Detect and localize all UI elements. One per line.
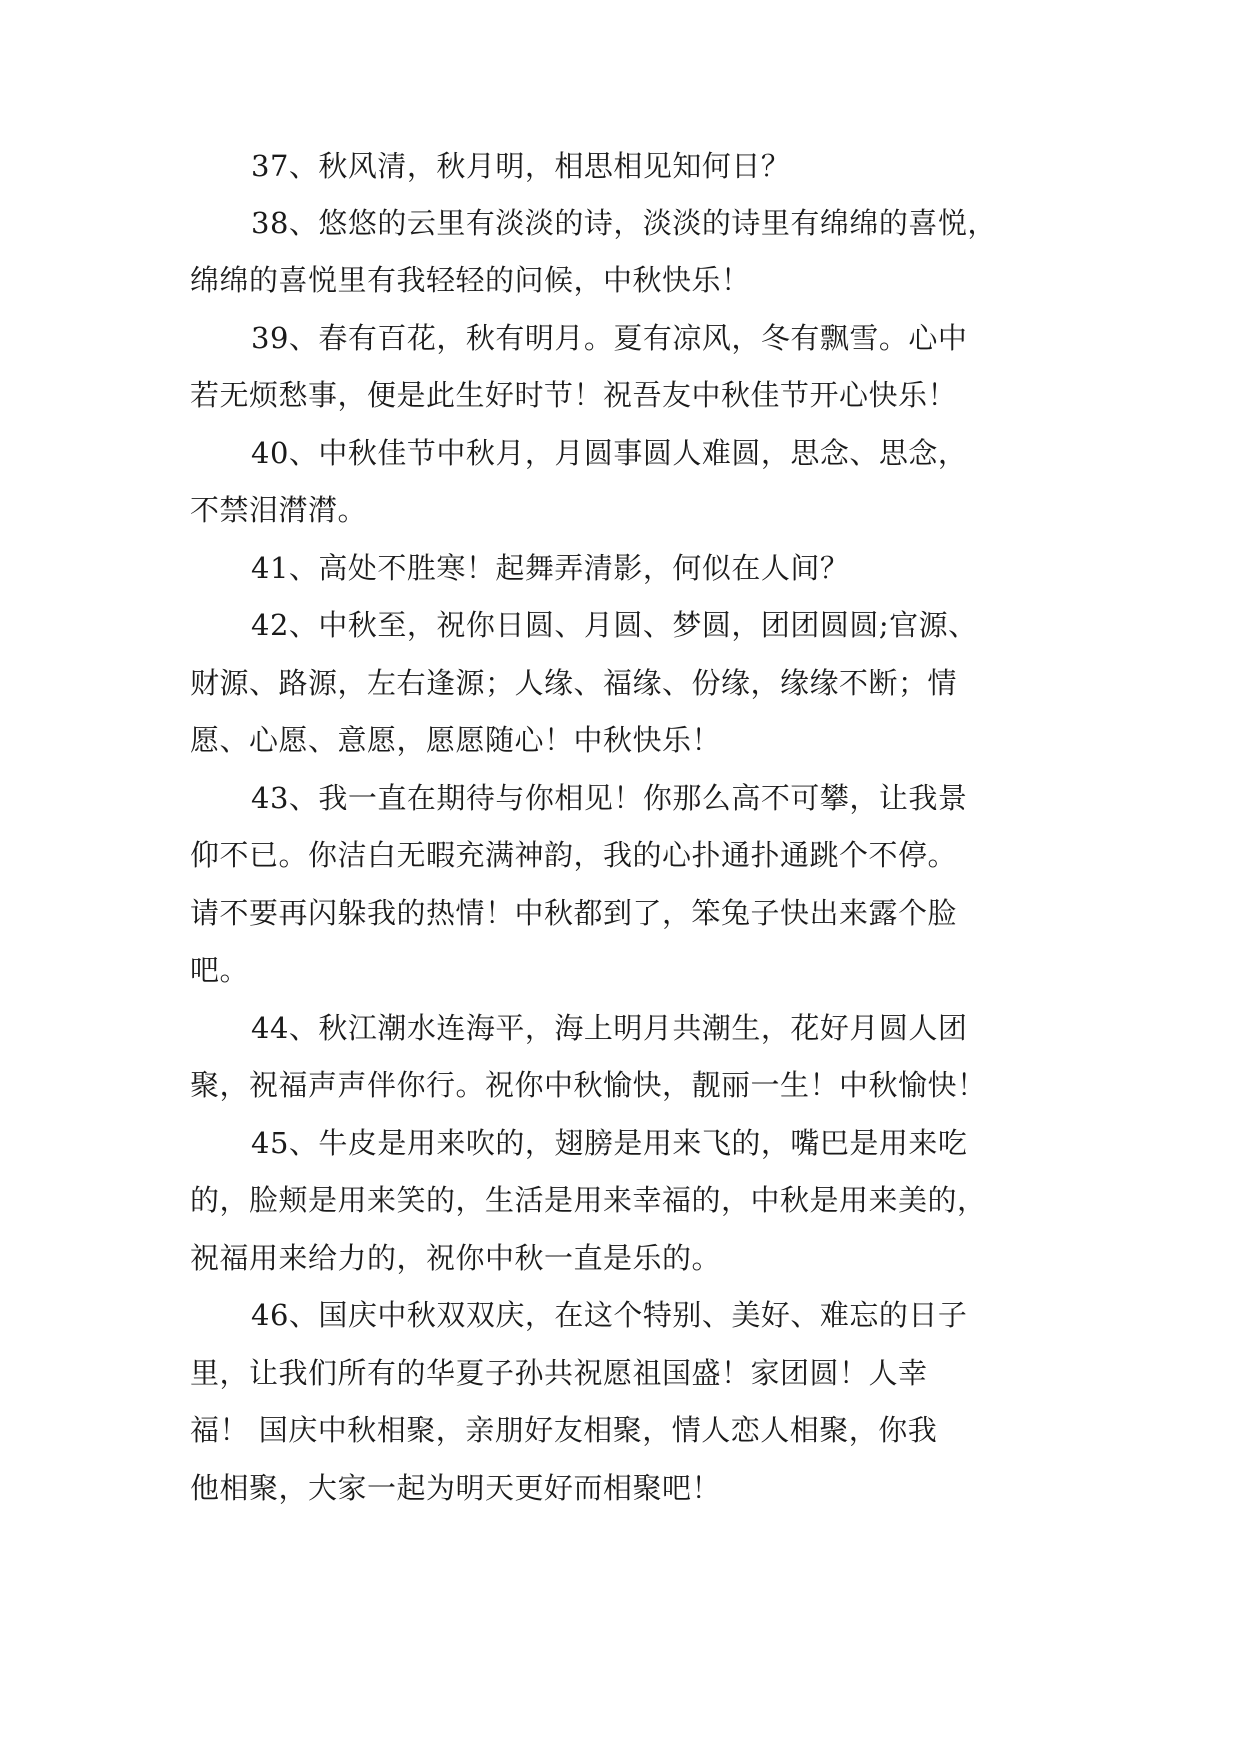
line-item-42-start: 42、中秋至，祝你日圆、月圆、梦圆，团团圆圆;官源、 (251, 608, 978, 642)
line-item-38-start: 38、悠悠的云里有淡淡的诗，淡淡的诗里有绵绵的喜悦， (251, 206, 997, 240)
line-item-46-start: 46、国庆中秋双双庆，在这个特别、美好、难忘的日子 (251, 1298, 968, 1332)
line-item-46-cont3: 他相聚，大家一起为明天更好而相聚吧！ (190, 1471, 722, 1505)
line-item-42-cont2: 愿、心愿、意愿，愿愿随心！中秋快乐！ (190, 723, 722, 757)
line-item-43-cont1: 仰不已。你洁白无暇充满神韵，我的心扑通扑通跳个不停。 (190, 838, 958, 872)
line-item-43-start: 43、我一直在期待与你相见！你那么高不可攀，让我景 (251, 781, 968, 815)
line-item-46-cont2: 福！ 国庆中秋相聚，亲朋好友相聚，情人恋人相聚，你我 (190, 1413, 938, 1447)
line-item-44-cont: 聚，祝福声声伴你行。祝你中秋愉快，靓丽一生！中秋愉快！ (190, 1068, 987, 1102)
line-item-37: 37、秋风清，秋月明，相思相见知何日？ (251, 149, 791, 183)
line-item-45-cont2: 祝福用来给力的，祝你中秋一直是乐的。 (190, 1241, 722, 1275)
line-item-39-start: 39、春有百花，秋有明月。夏有凉风，冬有飘雪。心中 (251, 321, 968, 355)
line-item-44-start: 44、秋江潮水连海平，海上明月共潮生，花好月圆人团 (251, 1011, 968, 1045)
line-item-46-cont1: 里，让我们所有的华夏子孙共祝愿祖国盛！家团圆！人幸 (190, 1356, 928, 1390)
line-item-45-cont1: 的，脸颊是用来笑的，生活是用来幸福的，中秋是用来美的， (190, 1183, 987, 1217)
line-item-40-cont: 不禁泪潸潸。 (190, 493, 368, 527)
line-item-42-cont1: 财源、路源，左右逢源；人缘、福缘、份缘，缘缘不断；情 (190, 666, 958, 700)
line-item-43-cont3: 吧。 (190, 953, 250, 987)
line-item-40-start: 40、中秋佳节中秋月，月圆事圆人难圆，思念、思念， (251, 436, 968, 470)
line-item-39-cont: 若无烦愁事，便是此生好时节！祝吾友中秋佳节开心快乐！ (190, 378, 958, 412)
line-item-43-cont2: 请不要再闪躲我的热情！中秋都到了，笨兔子快出来露个脸 (190, 896, 958, 930)
line-item-38-cont: 绵绵的喜悦里有我轻轻的问候，中秋快乐！ (190, 263, 751, 297)
line-item-45-start: 45、牛皮是用来吹的，翅膀是用来飞的，嘴巴是用来吃 (251, 1126, 968, 1160)
line-item-41: 41、高处不胜寒！起舞弄清影，何似在人间？ (251, 551, 850, 585)
